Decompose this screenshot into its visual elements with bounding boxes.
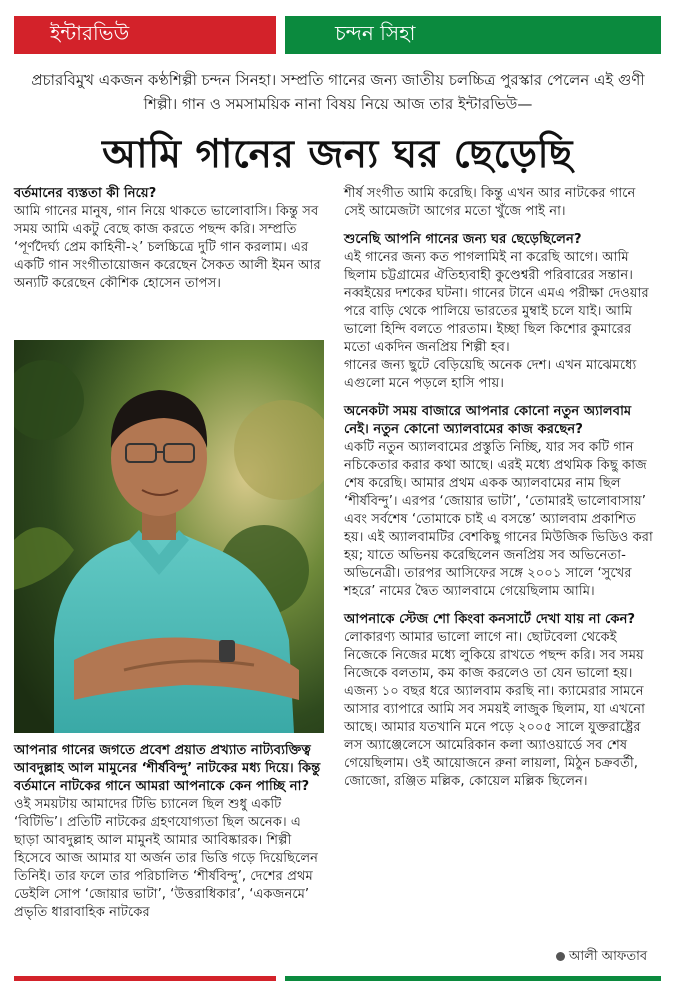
- byline-text: আলী আফতাব: [569, 949, 648, 964]
- intro-text: প্রচারবিমুখ একজন কণ্ঠশিল্পী চন্দন সিনহা। সম্প্রতি গানের জন্য জাতীয় চলচ্চিত্র পুরস্কার পেলেন এই গুণী শিল্পী। গান ও সমসাময়িক নানা বিষয় নিয়ে আজ তার ইন্টারভিউ—: [31, 71, 645, 113]
- question-2: আপনার গানের জগতে প্রবেশ প্রয়াত প্রখ্যাত নাট্যব্যক্তিত্ব আবদুল্লাহ আল মামুনের ‘শীর্ষবিন্দু’ নাটকের মধ্য দিয়ে। কিন্তু বর্তমানে নাটকের গানে আমরা আপনাকে কেন পাচ্ছি না?: [14, 743, 321, 794]
- answer-3b: গানের জন্য ছুটে বেড়িয়েছি অনেক দেশ। এখন মাঝেমধ্যে এগুলো মনে পড়লে হাসি পায়।: [344, 358, 637, 391]
- question-3: শুনেছি আপনি গানের জন্য ঘর ছেড়েছিলেন?: [344, 232, 582, 247]
- answer-4: একটি নতুন অ্যালবামের প্রস্তুতি নিচ্ছি, যার সব কটি গান নচিকেতার করার কথা আছে। এরই মধ্যে প্রথমিক কিছু কাজ শেষ করেছি। আমার প্রথম একক অ্যালবামের নাম ছিল ‘শীর্ষবিন্দু’। এরপর ‘জোয়ার ভাটা’, ‘তোমারই ভালোবাসায়’ এবং সর্বশেষ ‘তোমাকে চাই এ বসন্তে’ অ্যালবাম প্রকাশিত হয়। এই অ্যালবামটির বেশকিছু গানের মিউজিক ভিডিও করা হয়; যাতে অভিনয় করেছিলেন জনপ্রিয় সব অভিনেতা-অভিনেত্রী। তারপর আসিফের সঙ্গে ২০০১ সালে ‘সুখের শহরে’ নামের দ্বৈত অ্যালবামে গেয়েছিলাম আমি।: [344, 440, 653, 599]
- bullet-icon: [556, 952, 565, 961]
- answer-3: এই গানের জন্য কত পাগলামিই না করেছি আগে। আমি ছিলাম চট্টগ্রামের ঐতিহ্যবাহী কুণ্ডেশ্বরী পরিবারের সন্তান। নব্বইয়ের দশকের ঘটনা। গানের টানে এমএ পরীক্ষা দেওয়ার পরে বাড়ি থেকে পালিয়ে ভারতের মুম্বাই চলে যাই। আমি ভালো হিন্দি বলতে পারতাম। ইচ্ছা ছিল কিশোর কুমারের মতো একদিন জনপ্রিয় শিল্পী হব।: [344, 250, 649, 355]
- header-bar: [14, 16, 661, 54]
- answer-2: ওই সময়টায় আমাদের টিভি চ্যানেল ছিল শুধু একটি ‘বিটিভি’। প্রতিটি নাটকের গ্রহণযোগ্যতা ছিল অনেক। এ ছাড়া আবদুল্লাহ আল মামুনই আমার আবিষ্কারক। শিল্পী হিসেবে আজ আমার যা অর্জন তার ভিত্তি গড়ে দিয়েছিলেন তিনিই। তার ফলে তার পরিচালিত ‘শীর্ষবিন্দু’, দেশের প্রথম ডেইলি সোপ ‘জোয়ার ভাটা’, ‘উত্তরাধিকার’, ‘একজনমে’ প্রভৃতি ধারাবাহিক নাটকের: [14, 797, 319, 920]
- byline: [556, 947, 647, 968]
- question-5: আপনাকে স্টেজ শো কিংবা কনসার্টে দেখা যায় না কেন?: [344, 612, 636, 627]
- interviewee-photo: [14, 340, 324, 733]
- answer-1: আমি গানের মানুষ, গান নিয়ে থাকতে ভালোবাসি। কিন্তু সব সময় আমি একটু বেছে কাজ করতে পছন্দ করি। সম্প্রতি ‘পূর্ণদৈর্ঘ্য প্রেম কাহিনী-২’ চলচ্চিত্রে দুটি গান করলাম। এর একটি গান সংগীতায়োজন করেছেন সৈকত আলী ইমন আর অন্যটি করেছেন কৌশিক হোসেন তাপস।: [14, 204, 321, 291]
- footer-bar: [14, 976, 661, 981]
- question-4: অনেকটা সময় বাজারে আপনার কোনো নতুন অ্যালবাম নেই। নতুন কোনো অ্যালবামের কাজ করছেন?: [344, 404, 632, 437]
- left-column-bottom: [14, 742, 326, 922]
- left-column-top: [14, 185, 326, 293]
- answer-5: লোকারণ্য আমার ভালো লাগে না। ছোটবেলা থেকেই নিজেকে নিজের মধ্যে লুকিয়ে রাখতে পছন্দ করি। সব সময় নিজেকে বলতাম, কম কাজ করলেও তা যেন ভালো হয়। এজন্য ১০ বছর ধরে অ্যালবাম করছি না। ক্যামেরার সামনে আসার ব্যাপারে আমি সব সময়ই লাজুক ছিলাম, যা এখনো আছে। আমার যতখানি মনে পড়ে ২০০৫ সালে যুক্তরাষ্ট্রের লস অ্যাঞ্জেলেসে আমেরিকান কলা অ্যাওয়ার্ডে সব শেষ গেয়েছিলাম। ওই আয়োজনে রুনা লায়লা, মিঠুন চক্রবর্তী, জোজো, রঞ্জিত মল্লিক, কোয়েল মল্লিক ছিলেন।: [344, 630, 645, 789]
- right-column: [344, 185, 659, 791]
- subject-name: চন্দন সিহা: [285, 16, 661, 54]
- answer-2-continued: শীর্ষ সংগীত আমি করেছি। কিন্তু এখন আর নাটকের গানে সেই আমেজটা আগের মতো খুঁজে পাই না।: [344, 186, 636, 219]
- question-1: বর্তমানের ব্যস্ততা কী নিয়ে?: [14, 186, 157, 201]
- section-label: ইন্টারভিউ: [14, 16, 276, 54]
- headline: আমি গানের জন্য ঘর ছেড়েছি: [102, 132, 573, 177]
